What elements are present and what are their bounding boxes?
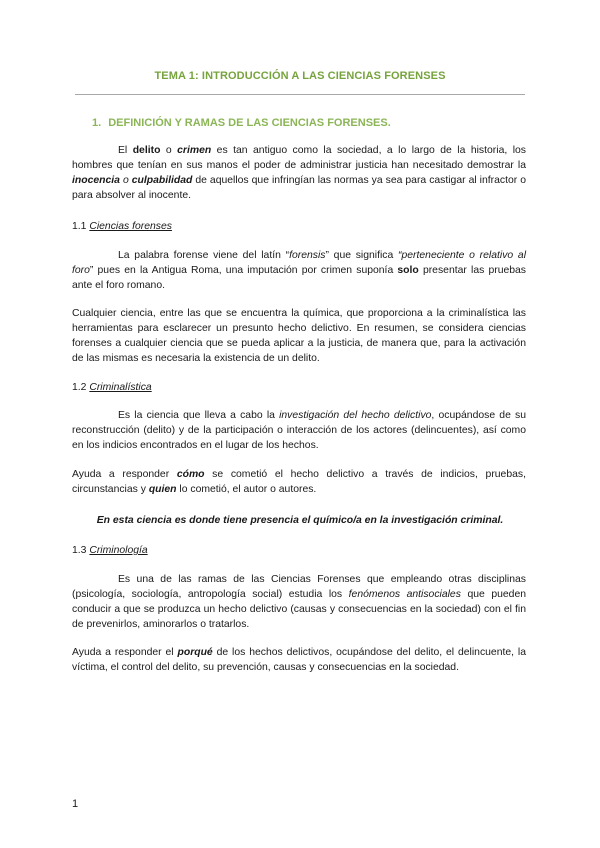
italic-quote: “perteneciente o relativo al foro — [72, 250, 527, 276]
criminology-paragraph-2 — [72, 645, 526, 675]
italic-term: investigación del hecho delictivo — [279, 410, 432, 421]
highlight-statement: En esta ciencia es donde tiene presencia el químico/a en la investigación criminal. — [96, 515, 504, 526]
text-run: se cometió el hecho delictivo a través de indicios, pruebas, circunstancias y — [72, 469, 526, 495]
bold-term-solo: solo — [397, 265, 419, 276]
subsection-number: 1.1 — [72, 221, 87, 232]
subsection-title: Criminología — [89, 545, 148, 556]
text-run: , ocupándose de su reconstrucción (delito) y de la participación o interacción de los actores (delincuentes), así como en los indicios encontrados en el lugar de los hechos. — [72, 410, 526, 451]
subsection-number: 1.3 — [72, 545, 87, 556]
bold-term-delito: delito — [132, 145, 161, 156]
subsection-title: Ciencias forenses — [89, 221, 172, 232]
page-number: 1 — [72, 798, 79, 810]
text-run: El — [118, 145, 133, 156]
text-run: presentar las pruebas ante el foro romano. — [72, 265, 527, 291]
text-run: ” pues en la Antigua Roma, una imputación por crimen suponía — [89, 265, 398, 276]
forensics-paragraph-2: Cualquier ciencia, entre las que se encuentra la química, que proporciona a la criminalística las herramientas para esclarecer un presunto hecho delictivo. En resumen, se considera ciencias forenses a cualquier ciencia que se pueda aplicar a la justicia, de manera que, para la activación de las mismas es necesaria la existencia de un delito. — [72, 308, 526, 364]
intro-paragraph — [72, 143, 526, 203]
section-heading-text: DEFINICIÓN Y RAMAS DE LAS CIENCIAS FORENSES. — [108, 117, 391, 129]
text-run: que pueden conducir a que se produzca un hecho delictivo (causas y consecuencias en la sociedad) con el fin de prevenirlos, aminorarlos o tratarlos. — [72, 589, 526, 630]
bold-italic-term-quien: quien — [148, 484, 177, 495]
text-run: Ayuda a responder el — [72, 647, 178, 658]
subsection-title: Criminalística — [89, 382, 152, 393]
document-title: TEMA 1: INTRODUCCIÓN A LAS CIENCIAS FORENSES — [154, 70, 446, 82]
italic-run: o — [119, 175, 132, 186]
section-number: 1. — [92, 117, 102, 129]
text-run: es tan antiguo como la sociedad, a lo largo de la historia, los hombres que tenían en sus manos el poder de administrar justicia han necesitado demostrar la — [72, 145, 526, 171]
text-run: Es la ciencia que lleva a cabo la — [118, 410, 280, 421]
text-run: de los hechos delictivos, ocupándose del delito, el delincuente, la víctima, el control del delito, su prevención, causas y consecuencias en la sociedad. — [72, 647, 527, 673]
title-divider — [75, 94, 525, 95]
subsection-1-3-heading — [72, 543, 148, 558]
subsection-1-1-heading — [72, 219, 172, 234]
section-heading — [92, 117, 391, 129]
subsection-number: 1.2 — [72, 382, 87, 393]
criminalistics-paragraph-2 — [72, 467, 526, 497]
text-run: de aquellos que infringían las normas ya sea para castigar al infractor o para absolver al inocente. — [72, 175, 526, 201]
text-run: Ayuda a responder — [72, 469, 177, 480]
text-run: lo cometió, el autor o autores. — [176, 484, 317, 495]
bold-italic-term-inocencia: inocencia — [72, 175, 120, 186]
criminalistics-paragraph-1 — [72, 408, 526, 453]
text-run: La palabra forense viene del latín “ — [118, 250, 290, 261]
bold-italic-term-como: cómo — [176, 469, 205, 480]
text-run: Es una de las ramas de las Ciencias Forenses que empleando otras disciplinas (psicología, sociología, antropología social) estudia los — [72, 574, 526, 600]
criminology-paragraph-1 — [72, 572, 526, 632]
subsection-1-2-heading — [72, 380, 152, 395]
bold-italic-term-culpabilidad: culpabilidad — [131, 175, 193, 186]
italic-term: fenómenos antisociales — [348, 589, 461, 600]
italic-term-forensis: forensis — [289, 250, 326, 261]
bold-italic-term-crimen: crimen — [177, 145, 212, 156]
bold-italic-term-porque: porqué — [177, 647, 213, 658]
forensics-paragraph-1 — [72, 248, 526, 293]
text-run: o — [160, 145, 178, 156]
text-run: ” que significa — [325, 250, 399, 261]
